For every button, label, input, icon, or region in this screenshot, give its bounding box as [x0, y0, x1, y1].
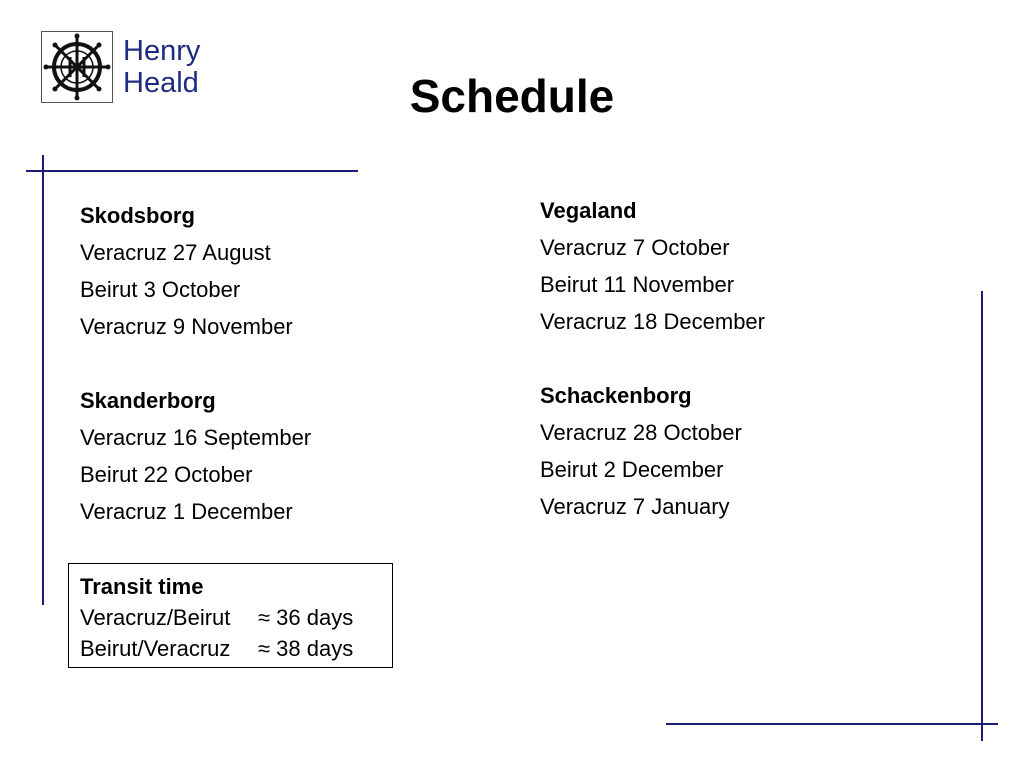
ship-schedule-vegaland	[540, 192, 765, 340]
port-call: Beirut 11 November	[540, 272, 735, 297]
bottom-right-horizontal-rule	[666, 723, 998, 725]
ship-schedule-skanderborg	[80, 382, 311, 530]
ship-schedule-skodsborg	[80, 197, 311, 345]
logo-line-2: Heald	[123, 67, 199, 99]
port-call: Veracruz 1 December	[80, 499, 293, 524]
schedule-column-right	[540, 192, 765, 525]
transit-route: Veracruz/Beirut	[80, 605, 231, 630]
port-call: Veracruz 7 October	[540, 235, 730, 260]
port-call: Veracruz 27 August	[80, 240, 271, 265]
port-call: Veracruz 9 November	[80, 314, 293, 339]
top-left-vertical-rule	[42, 155, 44, 605]
top-left-horizontal-rule	[26, 170, 358, 172]
port-call: Veracruz 16 September	[80, 425, 312, 450]
port-call: Veracruz 7 January	[540, 494, 730, 519]
ship-name: Vegaland	[540, 198, 637, 223]
ship-name: Skanderborg	[80, 388, 216, 413]
port-call: Beirut 3 October	[80, 277, 241, 302]
transit-row	[80, 602, 392, 633]
transit-time-title: Transit time	[80, 574, 204, 599]
transit-time-box	[68, 563, 393, 668]
schedule-column-left	[80, 197, 311, 530]
ship-name: Skodsborg	[80, 203, 195, 228]
transit-duration: ≈ 36 days	[258, 605, 354, 630]
transit-row	[80, 633, 392, 664]
transit-duration: ≈ 38 days	[258, 636, 354, 661]
port-call: Veracruz 18 December	[540, 309, 765, 334]
port-call: Beirut 22 October	[80, 462, 253, 487]
page-title: Schedule	[409, 70, 615, 122]
transit-route: Beirut/Veracruz	[80, 636, 231, 661]
bottom-right-vertical-rule	[981, 291, 983, 741]
ship-name: Schackenborg	[540, 383, 692, 408]
ship-schedule-schackenborg	[540, 377, 765, 525]
port-call: Veracruz 28 October	[540, 420, 742, 445]
logo-line-1: Henry	[123, 35, 201, 67]
port-call: Beirut 2 December	[540, 457, 724, 482]
